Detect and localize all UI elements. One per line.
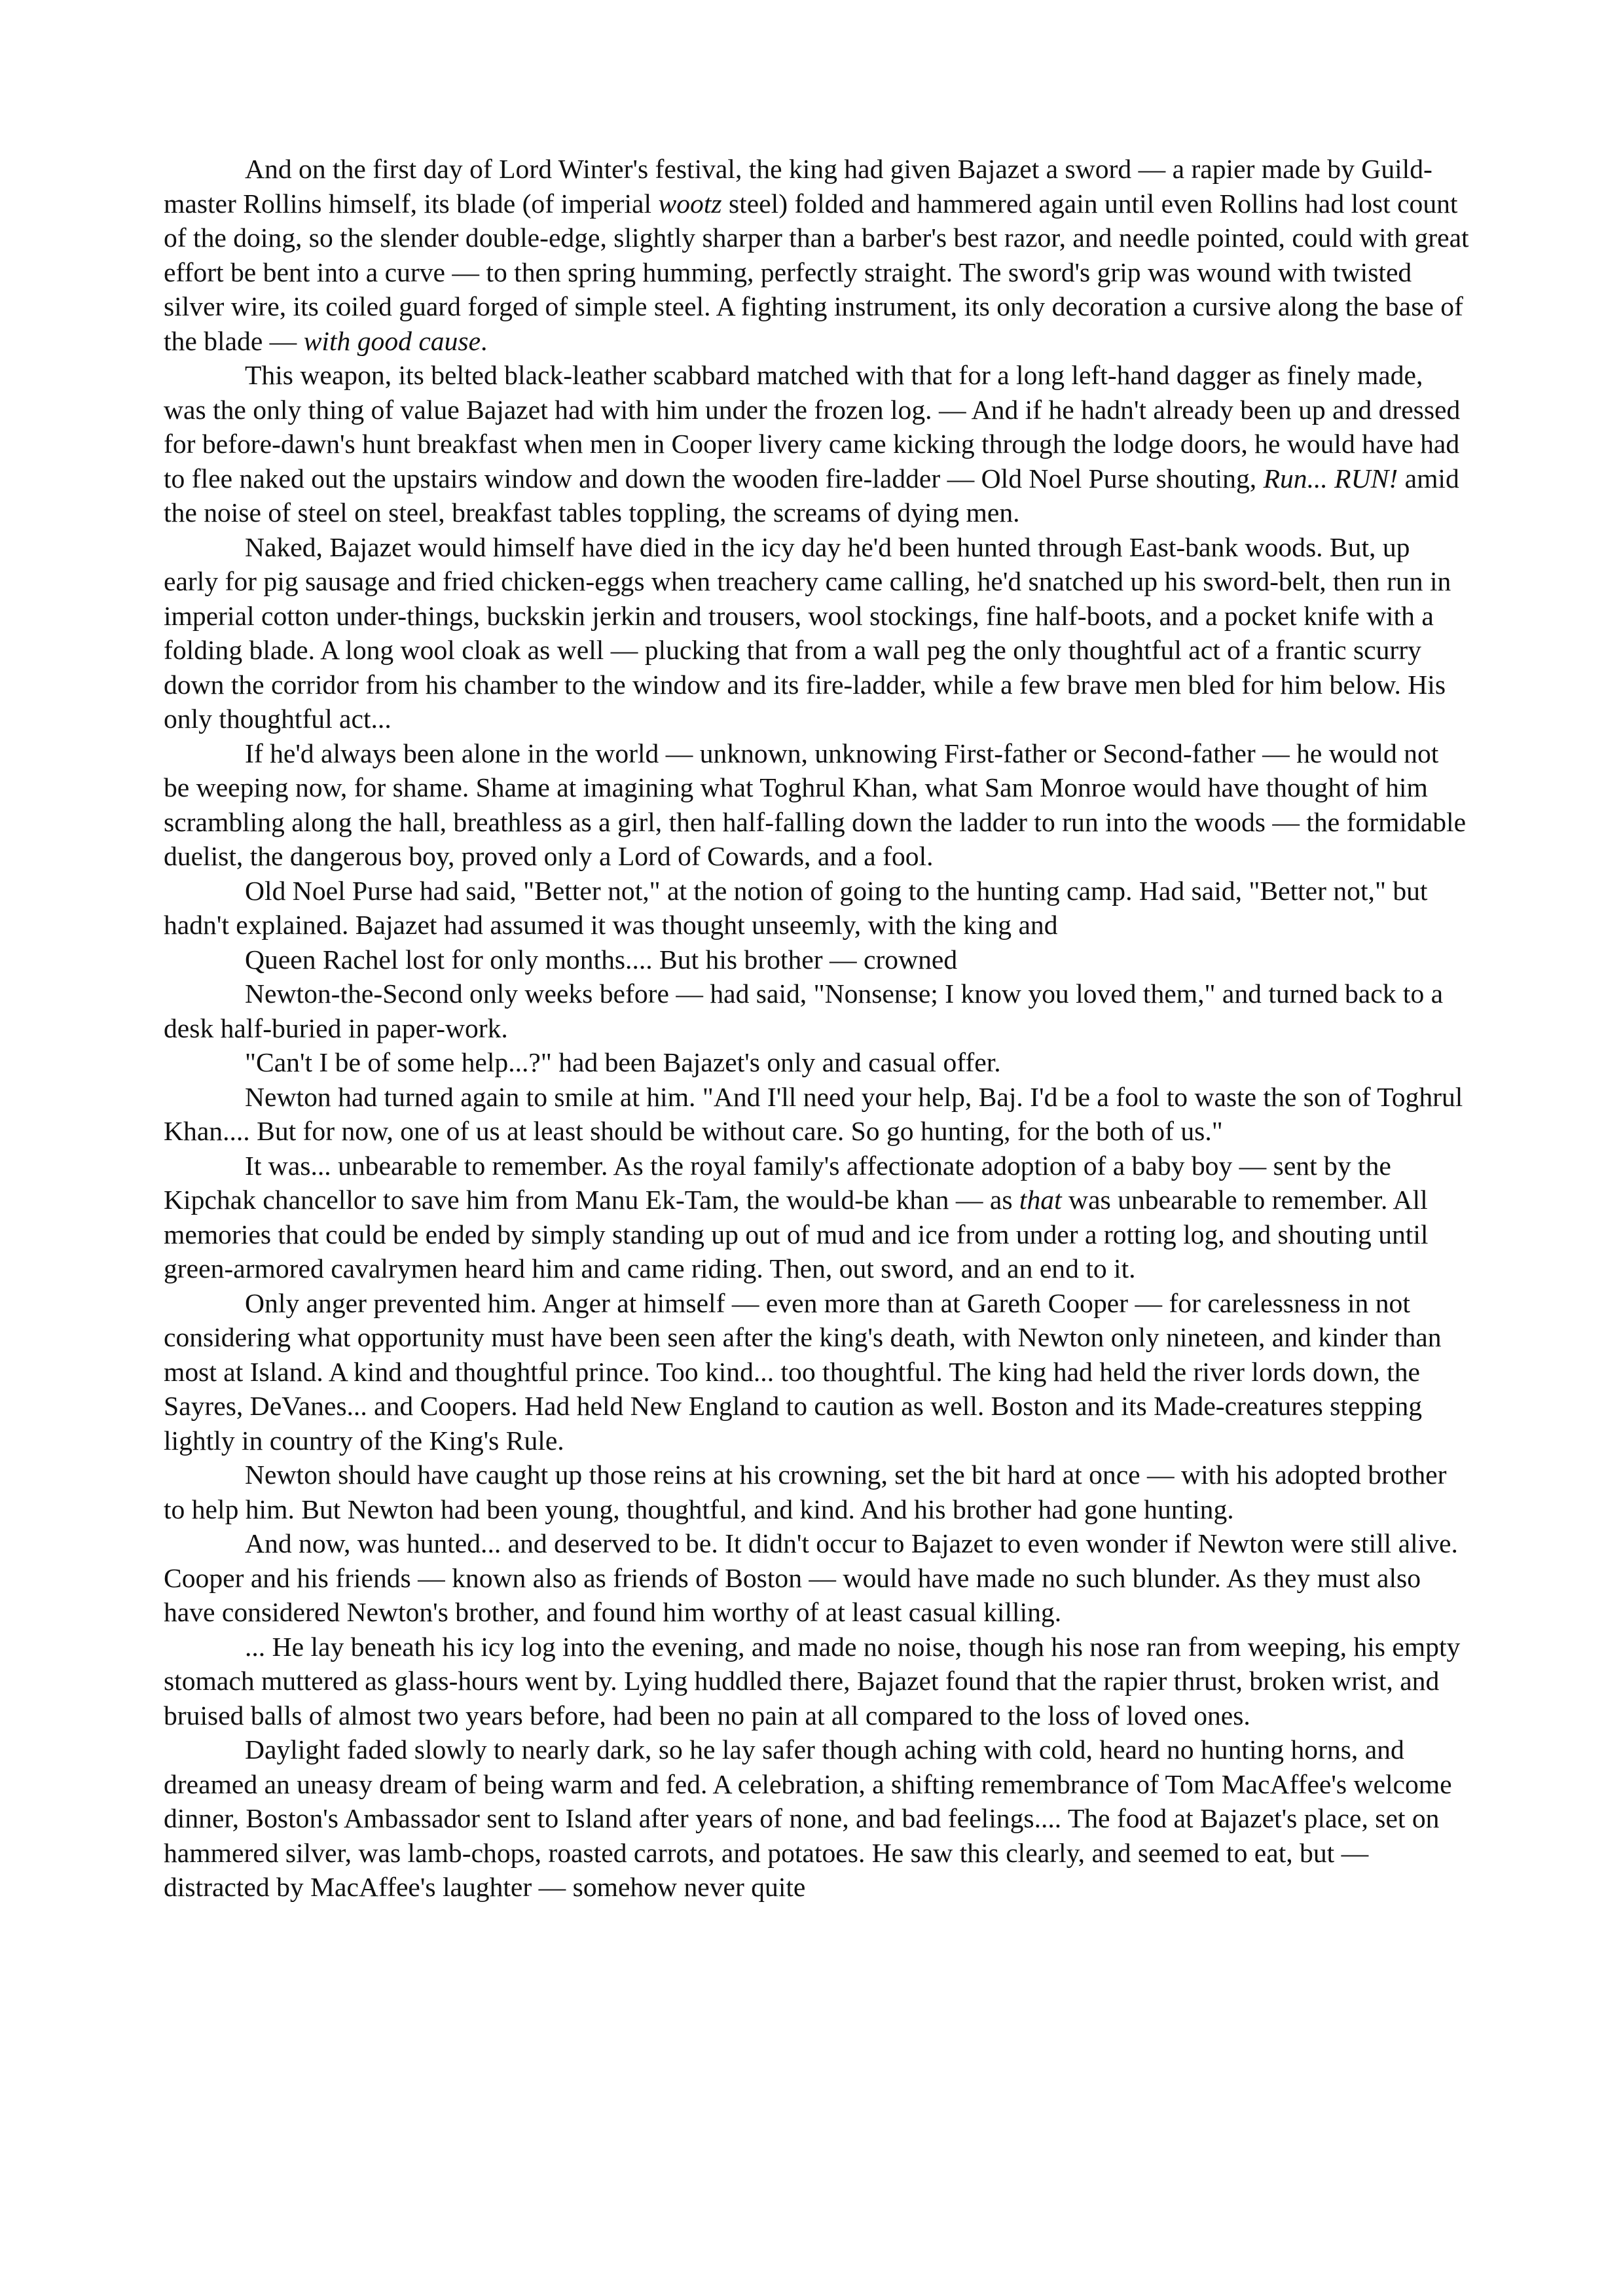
paragraph-4: If he'd always been alone in the world — unknown, unknowing First-father or Second-father — he would not be weeping now, for shame. Shame at imagining what Toghrul Khan, what Sam Monroe would have thought of him scrambling along the hall, breathless as a girl, then half-falling down the ladder to run into the woods — the formidable duelist, the dangerous boy, proved only a Lord of Cowards, and a fool. — [164, 738, 1467, 871]
paragraph-13: And now, was hunted... and deserved to be. It didn't occur to Bajazet to even wonder if Newton were still alive. Cooper and his friends — known also as friends of Boston — would have made no such blunder. As they must also have considered Newton's brother, and found him worthy of at least casual killing. — [164, 1528, 1458, 1627]
paragraph-2: This weapon, its belted black-leather scabbard matched with that for a long left-hand dagger as finely made, was the only thing of value Bajazet had with him under the frozen log. — And if he hadn't already been up and dressed for before-dawn's hunt breakfast when men in Cooper livery came kicking through the lodge doors, he would have had to flee naked out the upstairs window and down the wooden fire-ladder — Old Noel Purse shouting, Run... RUN! amid the noise of steel on steel, breakfast tables toppling, the screams of dying men. — [164, 360, 1461, 528]
paragraph-11: Only anger prevented him. Anger at himself — even more than at Gareth Cooper — for carelessness in not considering what opportunity must have been seen after the king's death, with Newton only nineteen, and kinder than most at Island. A kind and thoughtful prince. Too kind... too thoughtful. The king had held the river lords down, the Sayres, DeVanes... and Coopers. Had held New England to caution as well. Boston and its Made-creatures stepping lightly in country of the King's Rule. — [164, 1287, 1442, 1456]
paragraph-14: ... He lay beneath his icy log into the evening, and made no noise, though his nose ran from weeping, his empty stomach muttered as glass-hours went by. Lying huddled there, Bajazet found that the rapier thrust, broken wrist, and bruised balls of almost two years before, had been no pain at all compared to the loss of loved ones. — [164, 1631, 1461, 1731]
paragraph-1: And on the first day of Lord Winter's festival, the king had given Bajazet a sword — a rapier made by Guild-master Rollins himself, its blade (of imperial wootz steel) folded and hammered again until even Rollins had lost count of the doing, so the slender double-edge, slightly sharper than a barber's best razor, and needle pointed, could with great effort be bent into a curve — to then spring humming, perfectly straight. The sword's grip was wound with twisted silver wire, its coiled guard forged of simple steel. A fighting instrument, its only decoration a cursive along the base of the blade — with good cause. — [164, 154, 1469, 356]
paragraph-6: Queen Rachel lost for only months.... But his brother — crowned — [245, 944, 958, 975]
paragraph-12: Newton should have caught up those reins at his crowning, set the bit hard at once — with his adopted brother to help him. But Newton had been young, thoughtful, and kind. And his brother had gone hunting. — [164, 1460, 1447, 1524]
paragraph-9: Newton had turned again to smile at him. "And I'll need your help, Baj. I'd be a fool to waste the son of Toghrul Khan.... But for now, one of us at least should be without care. So go hunting, for the both of us." — [164, 1081, 1463, 1146]
paragraph-8: "Can't I be of some help...?" had been Bajazet's only and casual offer. — [245, 1047, 1001, 1077]
document-page — [164, 152, 1470, 1905]
paragraph-7: Newton-the-Second only weeks before — had said, "Nonsense; I know you loved them," and turned back to a desk half-buried in paper-work. — [164, 978, 1444, 1043]
paragraph-15: Daylight faded slowly to nearly dark, so he lay safer though aching with cold, heard no hunting horns, and dreamed an uneasy dream of being warm and fed. A celebration, a shifting remembrance of Tom MacAffee's welcome dinner, Boston's Ambassador sent to Island after years of none, and bad feelings.... The food at Bajazet's place, set on hammered silver, was lamb-chops, roasted carrots, and potatoes. He saw this clearly, and seemed to eat, but — distracted by MacAffee's laughter — somehow never quite — [164, 1734, 1452, 1902]
paragraph-5: Old Noel Purse had said, "Better not," at the notion of going to the hunting camp. Had said, "Better not," but hadn't explained. Bajazet had assumed it was thought unseemly, with the king and — [164, 875, 1428, 940]
paragraph-3: Naked, Bajazet would himself have died in the icy day he'd been hunted through East-bank woods. But, up early for pig sausage and fried chicken-eggs when treachery came calling, he'd snatched up his sword-belt, then run in imperial cotton under-things, buckskin jerkin and trousers, wool stockings, fine half-boots, and a pocket knife with a folding blade. A long wool cloak as well — plucking that from a wall peg the only thoughtful act of a frantic scurry down the corridor from his chamber to the window and its fire-ladder, while a few brave men bled for him below. His only thoughtful act... — [164, 531, 1451, 734]
paragraph-10: It was... unbearable to remember. As the royal family's affectionate adoption of a baby boy — sent by the Kipchak chancellor to save him from Manu Ek-Tam, the would-be khan — as that was unbearable to remember. All memories that could be ended by simply standing up out of mud and ice from under a rotting log, and shouting until green-armored cavalrymen heard him and came riding. Then, out sword, and an end to it. — [164, 1150, 1429, 1283]
